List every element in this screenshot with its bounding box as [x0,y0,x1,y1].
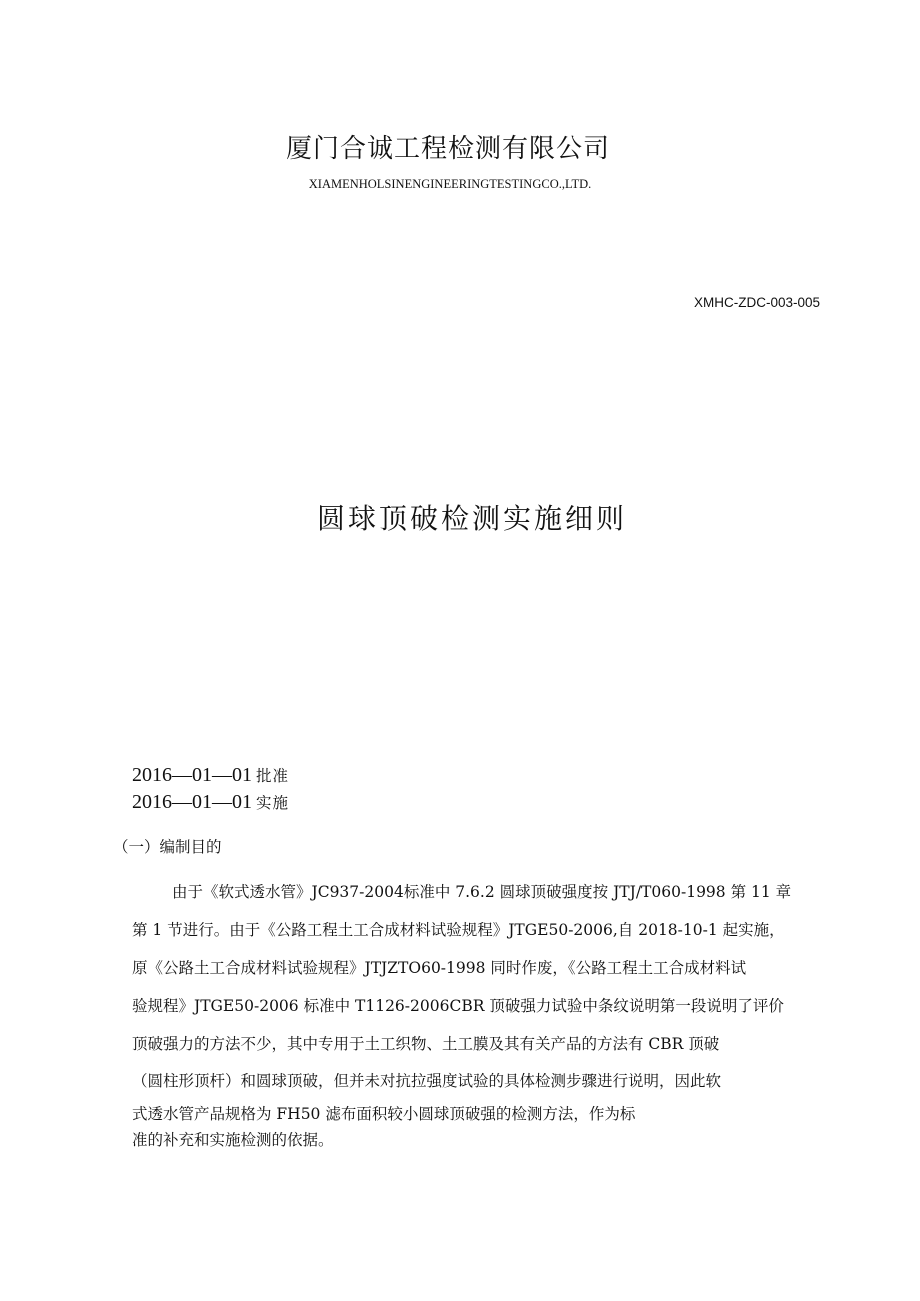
implementation-date-line [132,791,289,814]
implementation-date: 2016—01—01 [132,791,252,813]
paragraph-line: 验规程》JTGE50-2006 标准中 T1126-2006CBR 顶破强力试验中条纹说明第一段说明了评价 [132,997,784,1015]
section-heading: （一）编制目的 [113,838,222,856]
paragraph-line: 原《公路土工合成材料试验规程》JTJZTO60-1998 同时作废，《公路工程土工合成材料试 [132,959,747,977]
paragraph-line: 准的补充和实施检测的依据。 [132,1131,334,1149]
approval-label: 批准 [256,767,290,785]
paragraph-line: （圆柱形顶杆）和圆球顶破，但并未对抗拉强度试验的具体检测步骤进行说明，因此软 [132,1072,722,1090]
company-name-en: XIAMENHOLSINENGINEERINGTESTINGCO.,LTD. [308,177,592,191]
document-title: 圆球顶破检测实施细则 [316,502,627,535]
paragraph-line: 第 1 节进行。由于《公路工程土工合成材料试验规程》JTGE50-2006,自 2018-10-1 起实施， [132,921,785,939]
paragraph-line: 由于《软式透水管》JC937-2004标准中 7.6.2 圆球顶破强度按 JTJ/T060-1998 第 11 章 [172,883,792,901]
paragraph-line: 顶破强力的方法不少，其中专用于土工织物、土工膜及其有关产品的方法有 CBR 顶破 [132,1035,720,1053]
approval-date-line [132,764,289,787]
company-name-cn: 厦门合诚工程检测有限公司 [285,134,610,164]
approval-date: 2016—01—01 [132,764,252,786]
document-code: XMHC-ZDC-003-005 [693,295,820,310]
paragraph-line: 式透水管产品规格为 FH50 滤布面积较小圆球顶破强的检测方法，作为标 [132,1105,636,1123]
implementation-label: 实施 [256,794,290,812]
